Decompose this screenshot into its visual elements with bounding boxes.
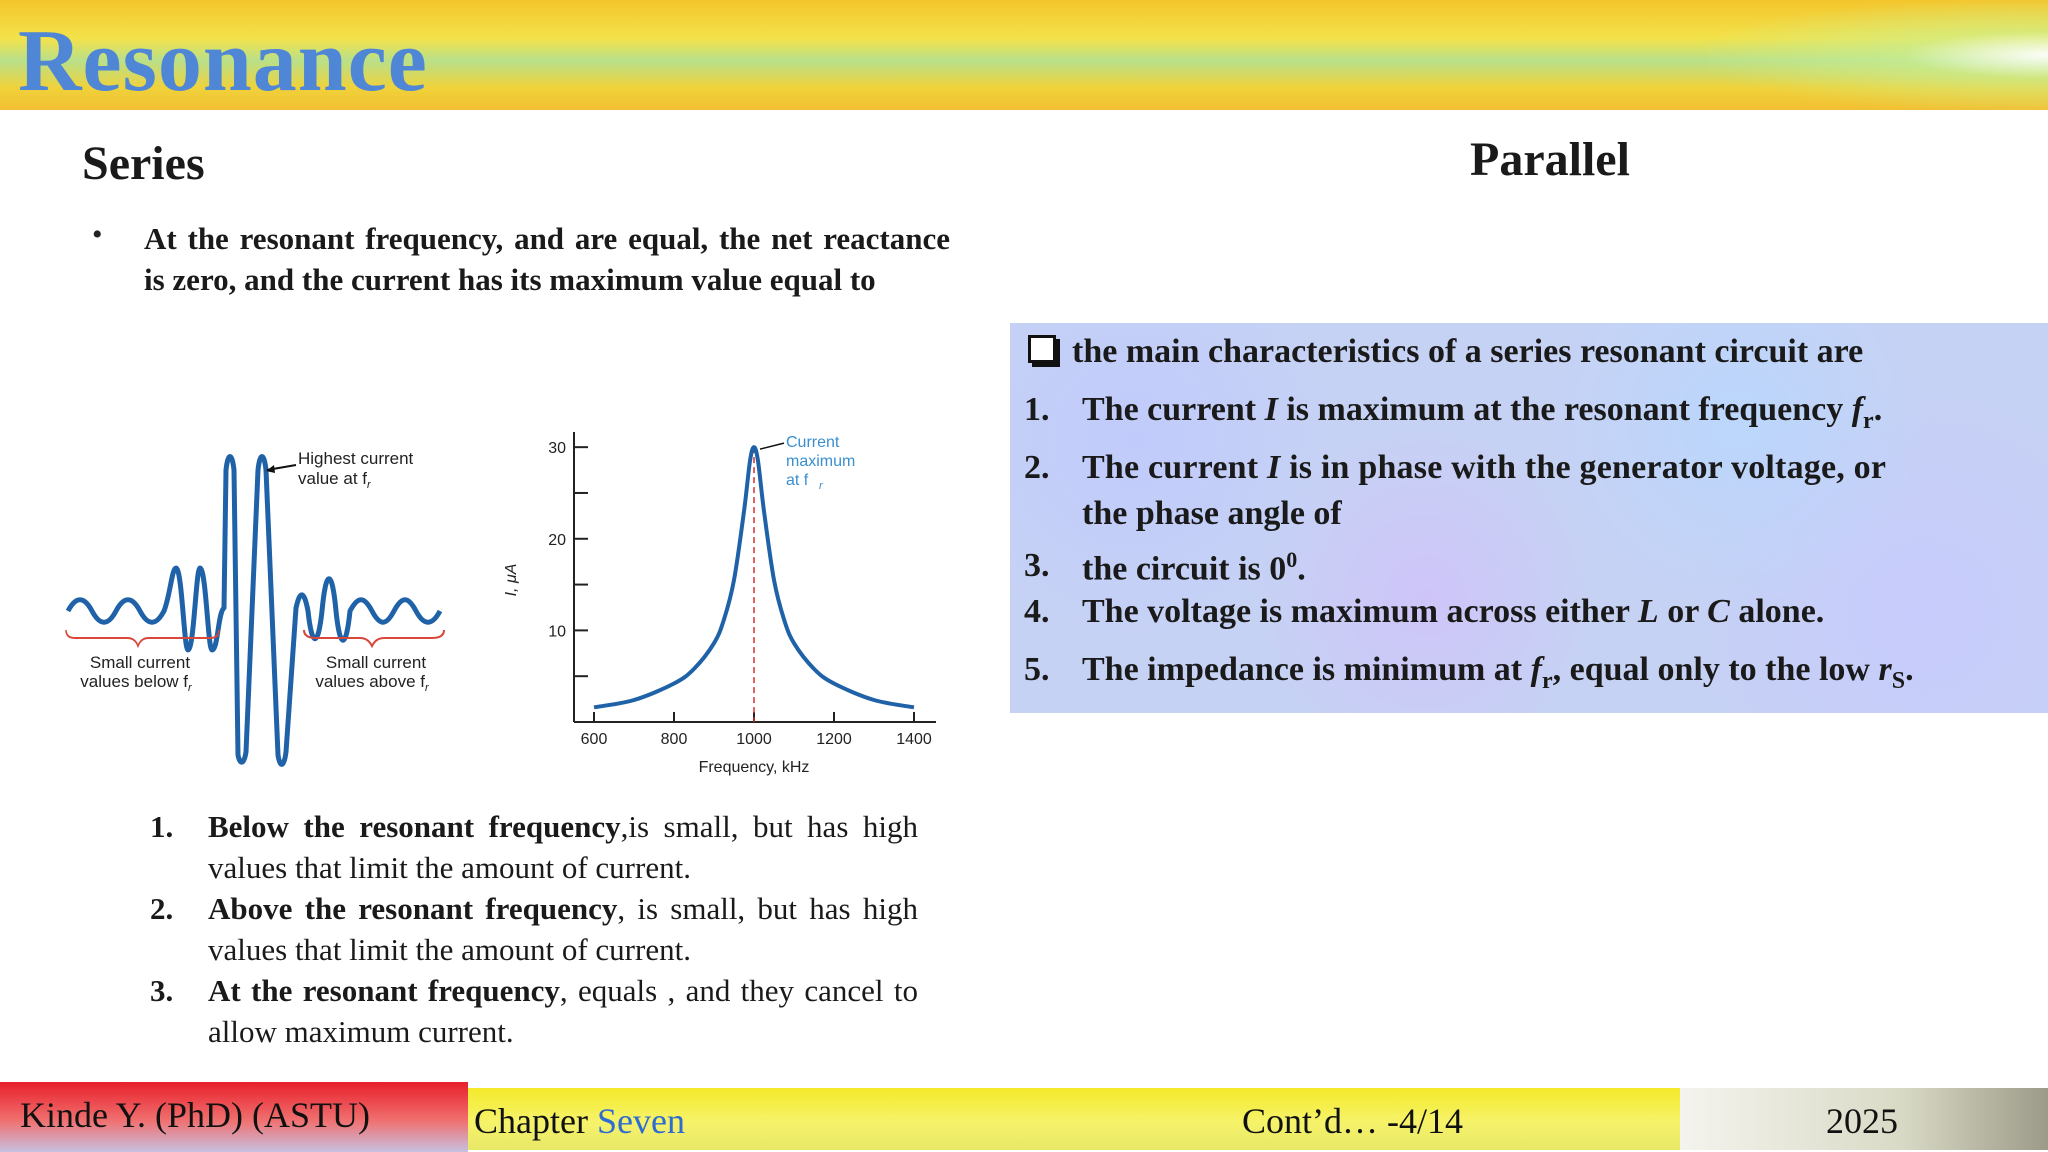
panel-item-2: 2. The current I is in phase with the generator voltage, or — [1024, 449, 1887, 486]
footer-year: 2025 — [1826, 1101, 1898, 1141]
highest-label-1: Highest current — [298, 449, 414, 468]
bullet-text: At the resonant frequency, and are equal, the net reactance is zero, and the current has its maximum value equal to — [144, 221, 950, 297]
parallel-heading: Parallel — [1470, 133, 1630, 186]
svg-text:values below fr — [80, 672, 193, 694]
footer-author: Kinde Y. (PhD) (ASTU) — [20, 1095, 370, 1135]
above-label-2: values above f — [315, 672, 425, 691]
x-tick-label: 800 — [660, 731, 688, 748]
below-label-2: values below f — [80, 672, 189, 691]
list-item: 2. Above the resonant frequency, is small, but has high values that limit the amount of current. — [150, 891, 918, 967]
x-tick-label: 600 — [580, 731, 608, 748]
y-tick-label: 20 — [548, 531, 566, 549]
y-tick-label: 30 — [548, 440, 566, 458]
above-label-1: Small current — [325, 653, 427, 672]
characteristics-panel — [1010, 323, 2048, 713]
waveform-trace — [68, 457, 440, 765]
highest-label-2: value at f — [298, 469, 367, 488]
below-label-1: Small current — [89, 653, 191, 672]
annotation-arrow — [760, 443, 784, 449]
highest-label-sub: r — [367, 479, 371, 491]
annotation-line-1: Current — [786, 434, 840, 452]
numbered-list — [150, 806, 918, 1052]
panel-item-3: 3. the circuit is $0^0$. — [1024, 547, 1306, 588]
waveform-figure — [60, 440, 460, 770]
list-item: 3. At the resonant frequency, equals , and they cancel to allow maximum current. — [150, 973, 918, 1049]
x-axis-label: Frequency, kHz — [698, 759, 810, 776]
checkbox-bullet-icon — [1028, 335, 1056, 363]
panel-item-5: 5. The impedance is minimum at $f_r$, equal only to the low $r_S$. — [1024, 651, 1914, 694]
footer-chapter: Chapter Seven — [474, 1101, 685, 1141]
bullet-icon: • — [92, 218, 103, 251]
x-tick-label: 1400 — [896, 731, 932, 748]
annotation-line-2: maximum — [786, 453, 856, 471]
list-item: 1. Below the resonant frequency,is small, but has high values that limit the amount of current. — [150, 809, 918, 885]
series-heading: Series — [82, 137, 205, 190]
svg-text:value at fr — [298, 469, 372, 491]
above-label-sub: r — [424, 682, 429, 694]
page-title: Resonance — [18, 13, 428, 110]
y-axis-label: I, μA — [503, 563, 520, 597]
above-brace — [304, 630, 444, 646]
annotation-line-3: at f — [786, 472, 809, 490]
footer-page-number: Cont’d… -4/14 — [1242, 1101, 1463, 1141]
panel-item-4: 4. The voltage is maximum across either L or C alone. — [1024, 593, 1825, 630]
x-tick-label: 1000 — [736, 731, 772, 748]
svg-text:values above fr — [315, 672, 430, 694]
annotation-sub: r — [819, 480, 823, 493]
panel-item-2-line2: the phase angle of — [1082, 495, 1342, 532]
resonance-chart — [490, 420, 940, 780]
panel-item-1: 1. The current I is maximum at the resonant frequency $f_r$. — [1024, 391, 1883, 434]
panel-header: the main characteristics of a series resonant circuit are — [1072, 333, 1864, 370]
y-tick-label: 10 — [548, 623, 566, 641]
below-label-sub: r — [188, 682, 192, 694]
below-brace — [66, 630, 219, 646]
x-tick-label: 1200 — [816, 731, 852, 748]
